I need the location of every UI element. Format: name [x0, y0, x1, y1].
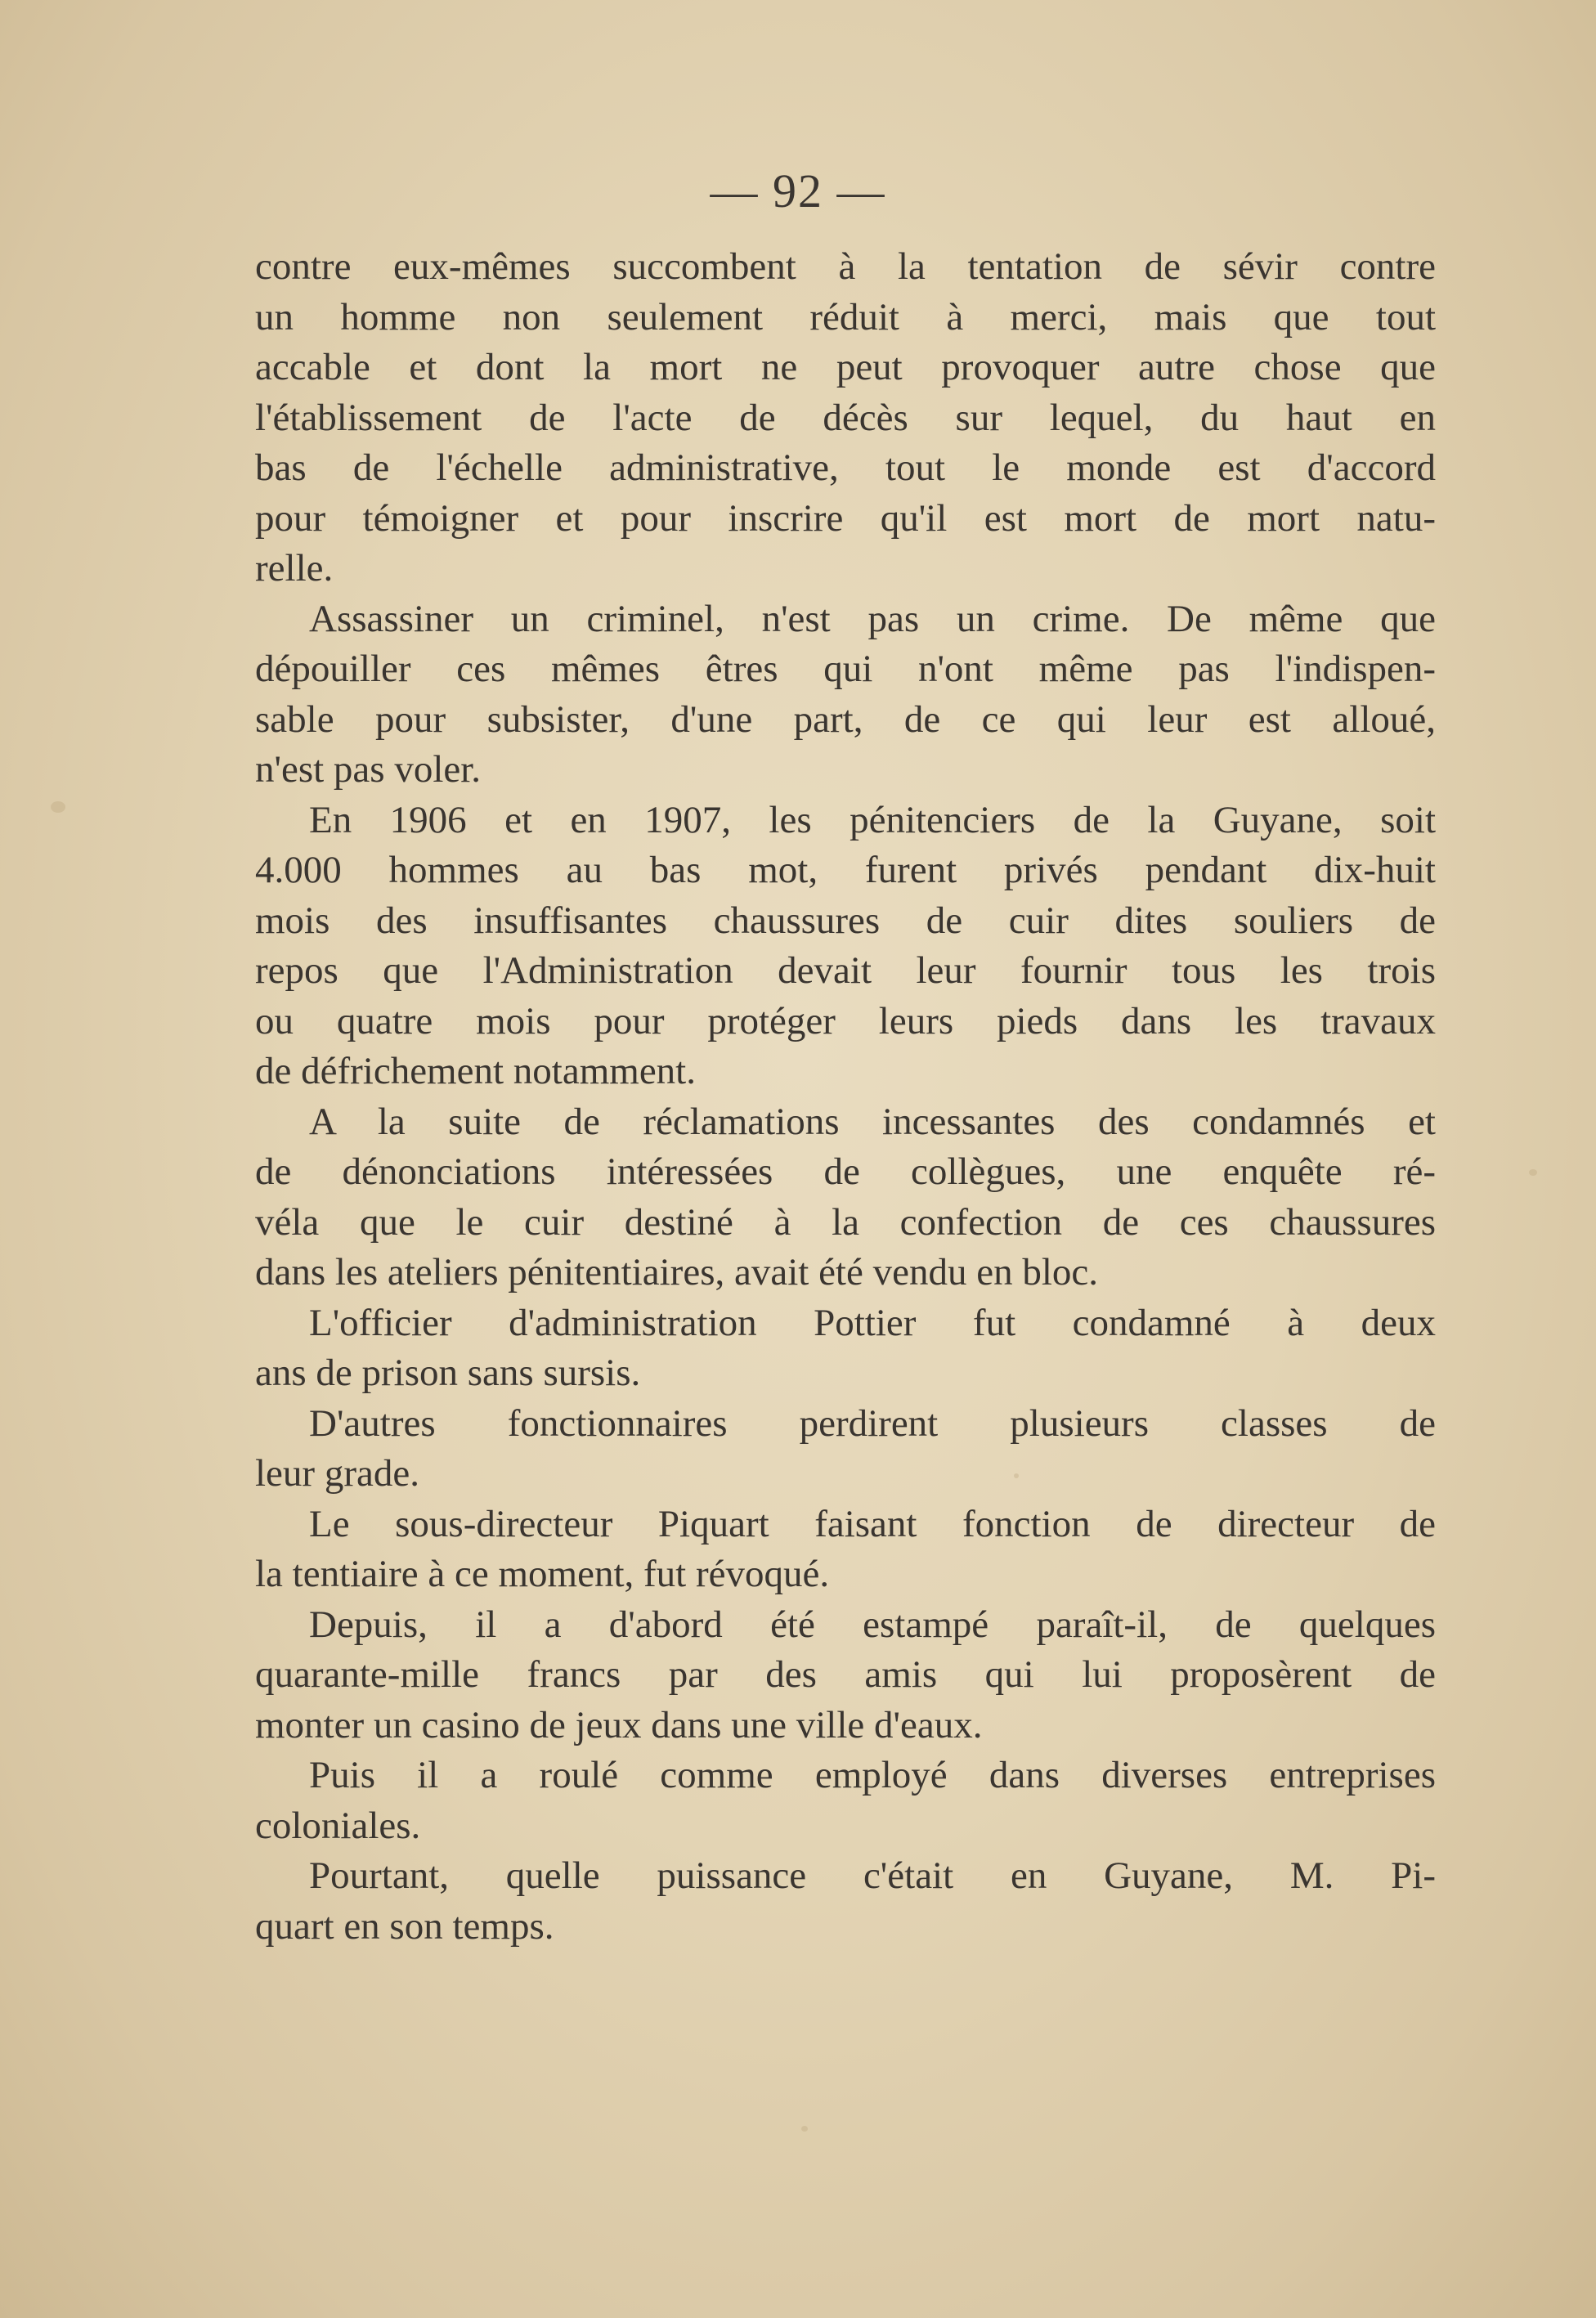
text-line: Assassiner un criminel, n'est pas un crime. De même que — [309, 597, 1436, 640]
paper-speck — [1529, 1169, 1537, 1176]
text-line: accable et dont la mort ne peut provoquer autre chose que — [255, 346, 1436, 388]
paragraph-4 — [255, 1097, 1436, 1298]
text-line: D'autres fonctionnaires perdirent plusieurs classes de — [309, 1401, 1436, 1445]
text-line: quart en son temps. — [255, 1904, 554, 1948]
text-line: ans de prison sans sursis. — [255, 1352, 641, 1394]
paragraph-3 — [255, 796, 1436, 1097]
text-line: véla que le cuir destiné à la confection de ces chaussures — [255, 1200, 1436, 1244]
paper-speck — [51, 801, 65, 813]
paragraph-6 — [255, 1399, 1436, 1500]
paragraph-8 — [255, 1600, 1436, 1751]
text-line: relle. — [255, 547, 334, 590]
text-line: dépouiller ces mêmes êtres qui n'ont même pas l'indispen- — [255, 648, 1436, 690]
text-line: de défrichement notamment. — [255, 1050, 696, 1092]
text-line: Depuis, il a d'abord été estampé paraît-il, de quelques — [309, 1603, 1436, 1646]
text-line: l'établissement de l'acte de décès sur lequel, du haut en — [255, 396, 1436, 439]
text-line: En 1906 et en 1907, les pénitenciers de la Guyane, soit — [309, 798, 1436, 841]
paragraph-10 — [255, 1851, 1436, 1952]
text-line: Le sous-directeur Piquart faisant fonction de directeur de — [309, 1502, 1436, 1545]
paragraph-7 — [255, 1500, 1436, 1600]
text-line: n'est pas voler. — [255, 748, 482, 791]
text-line: un homme non seulement réduit à merci, mais que tout — [255, 295, 1436, 339]
text-line: bas de l'échelle administrative, tout le monde est d'accord — [255, 446, 1436, 489]
text-line: ou quatre mois pour protéger leurs pieds dans les travaux — [255, 999, 1436, 1042]
paper-speck — [801, 2126, 808, 2132]
paragraph-9 — [255, 1751, 1436, 1851]
text-line: coloniales. — [255, 1804, 421, 1847]
text-line: repos que l'Administration devait leur fournir tous les trois — [255, 949, 1436, 992]
text-line: quarante-mille francs par des amis qui lui proposèrent de — [255, 1653, 1436, 1696]
text-line: 4.000 hommes au bas mot, furent privés pendant dix-huit — [255, 849, 1436, 891]
text-line: mois des insuffisantes chaussures de cuir dites souliers de — [255, 899, 1436, 942]
text-line: la tentiaire à ce moment, fut révoqué. — [255, 1553, 830, 1595]
text-line: de dénonciations intéressées de collègues, une enquête ré- — [255, 1150, 1436, 1193]
text-line: pour témoigner et pour inscrire qu'il est mort de mort natu- — [255, 496, 1436, 540]
text-line: sable pour subsister, d'une part, de ce qui leur est alloué, — [255, 697, 1436, 741]
paragraph-2 — [255, 594, 1436, 796]
paragraph-1 — [255, 242, 1436, 594]
text-line: leur grade. — [255, 1452, 419, 1495]
text-line: L'officier d'administration Pottier fut condamné à deux — [309, 1301, 1436, 1344]
text-line: dans les ateliers pénitentiaires, avait été vendu en bloc. — [255, 1251, 1098, 1294]
paragraph-5 — [255, 1298, 1436, 1399]
text-line: A la suite de réclamations incessantes des condamnés et — [309, 1100, 1436, 1143]
text-line: contre eux-mêmes succombent à la tentation de sévir contre — [255, 245, 1436, 288]
text-line: Puis il a roulé comme employé dans diverses entreprises — [309, 1754, 1436, 1796]
text-line: Pourtant, quelle puissance c'était en Guyane, M. Pi- — [309, 1854, 1436, 1897]
page-number: — 92 — — [710, 164, 886, 217]
body-text — [255, 242, 1436, 1952]
text-line: monter un casino de jeux dans une ville d'eaux. — [255, 1703, 983, 1746]
